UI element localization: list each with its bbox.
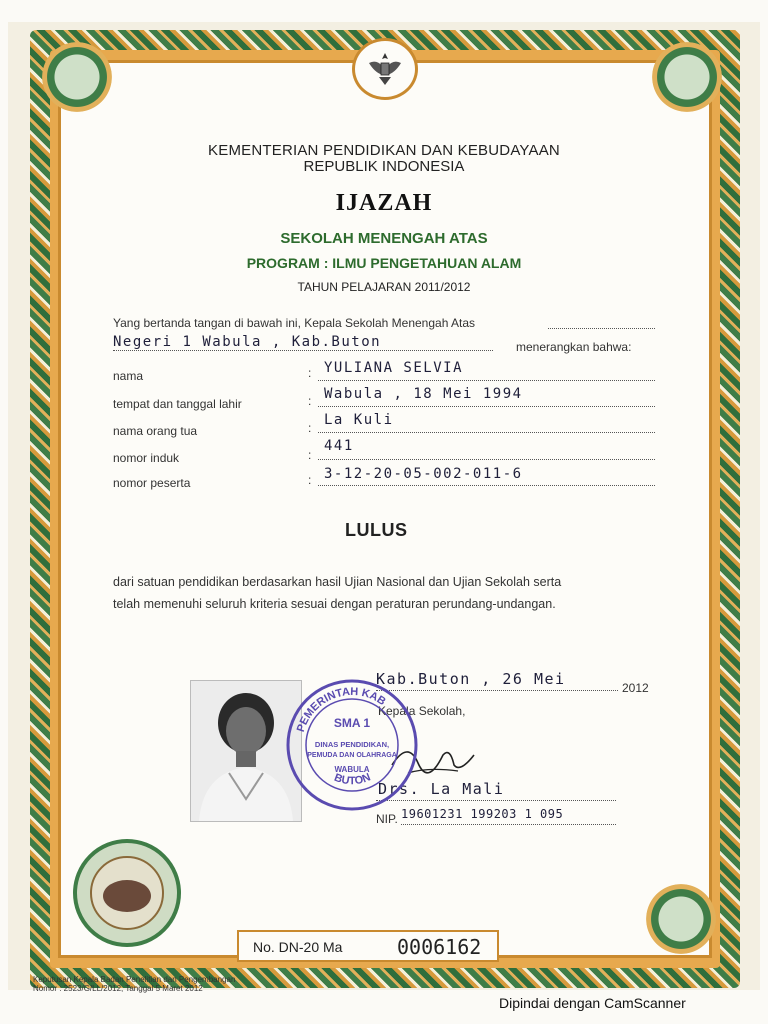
stamp-town: WABULA <box>334 765 370 774</box>
field-colon: : <box>308 366 312 380</box>
certificate-number-prefix: No. DN-20 Ma <box>253 939 343 955</box>
intro-text: Yang bertanda tangan di bawah ini, Kepala Sekolah Menengah Atas <box>113 316 476 330</box>
field-line-name <box>318 380 655 381</box>
field-label-name: nama <box>113 369 144 383</box>
signature-year: 2012 <box>622 681 649 695</box>
field-line-birth <box>318 406 655 407</box>
footnote-line-2: Nomor : 2523/G/LL/2012, Tanggal 5 Maret 2012 <box>33 984 203 993</box>
field-value-parent: La Kuli <box>324 412 394 428</box>
stamp-ring-bottom: BUTON <box>332 771 373 788</box>
signature-place-date: Kab.Buton , 26 Mei <box>376 670 566 688</box>
field-value-birth: Wabula , 18 Mei 1994 <box>324 386 523 402</box>
signatory-name: Drs. La Mali <box>378 780 505 798</box>
result-status: LULUS <box>345 520 408 540</box>
school-name-line <box>113 350 493 351</box>
certificate-title: IJAZAH <box>335 190 433 216</box>
footnote-line-1: Keputusan Kepala Badan Penelitian dan Pengembangan <box>33 975 236 984</box>
certificate-number-box <box>237 930 499 962</box>
field-line-student-id <box>318 459 655 460</box>
official-stamp <box>282 675 422 815</box>
field-colon: : <box>308 473 312 487</box>
stamp-ring-top: PEMERINTAH KAB <box>294 685 388 734</box>
field-value-participant: 3-12-20-05-002-011-6 <box>324 466 523 482</box>
statement-line-1: dari satuan pendidikan berdasarkan hasil Ujian Nasional dan Ujian Sekolah serta <box>113 575 562 589</box>
stamp-line-2: PEMUDA DAN OLAHRAGA <box>307 752 397 759</box>
intro-suffix: menerangkan bahwa: <box>516 340 632 354</box>
field-colon: : <box>308 394 312 408</box>
academic-year: TAHUN PELAJARAN 2011/2012 <box>297 280 471 294</box>
field-label-student-id: nomor induk <box>113 451 180 465</box>
signature-role: Kepala Sekolah, <box>378 704 466 718</box>
field-colon: : <box>308 421 312 435</box>
certificate-serial: 0006162 <box>397 935 482 959</box>
republic-name: REPUBLIK INDONESIA <box>303 158 465 175</box>
corner-ornament-top-right <box>652 42 722 112</box>
decree-footnote <box>33 975 235 993</box>
scanner-watermark: Dipindai dengan CamScanner <box>499 995 686 1011</box>
intro-dotted-line <box>548 328 655 329</box>
stamp-line-1: DINAS PENDIDIKAN, <box>314 740 390 749</box>
nip-line <box>401 824 616 825</box>
field-value-name: YULIANA SELVIA <box>324 360 464 376</box>
field-label-parent: nama orang tua <box>113 424 198 438</box>
stamp-school: SMA 1 <box>333 716 371 730</box>
embossed-seal <box>72 838 182 948</box>
field-line-participant <box>318 485 655 486</box>
nip-value: 19601231 199203 1 095 <box>401 807 564 821</box>
garuda-emblem <box>352 38 418 100</box>
corner-ornament-bottom-right <box>646 884 716 954</box>
school-name: Negeri 1 Wabula , Kab.Buton <box>113 334 382 350</box>
nip-label: NIP. <box>376 812 398 826</box>
field-colon: : <box>308 448 312 462</box>
field-line-parent <box>318 432 655 433</box>
ministry-name: KEMENTERIAN PENDIDIKAN DAN KEBUDAYAAN <box>208 142 560 159</box>
garuda-icon <box>365 49 405 89</box>
program-name: PROGRAM : ILMU PENGETAHUAN ALAM <box>246 255 522 271</box>
field-label-birth: tempat dan tanggal lahir <box>113 397 242 411</box>
field-value-student-id: 441 <box>324 438 354 454</box>
field-label-participant: nomor peserta <box>113 476 191 490</box>
school-level: SEKOLAH MENENGAH ATAS <box>280 230 488 247</box>
corner-ornament-top-left <box>42 42 112 112</box>
statement-line-2: telah memenuhi seluruh kriteria sesuai dengan peraturan perundang-undangan. <box>113 597 556 611</box>
